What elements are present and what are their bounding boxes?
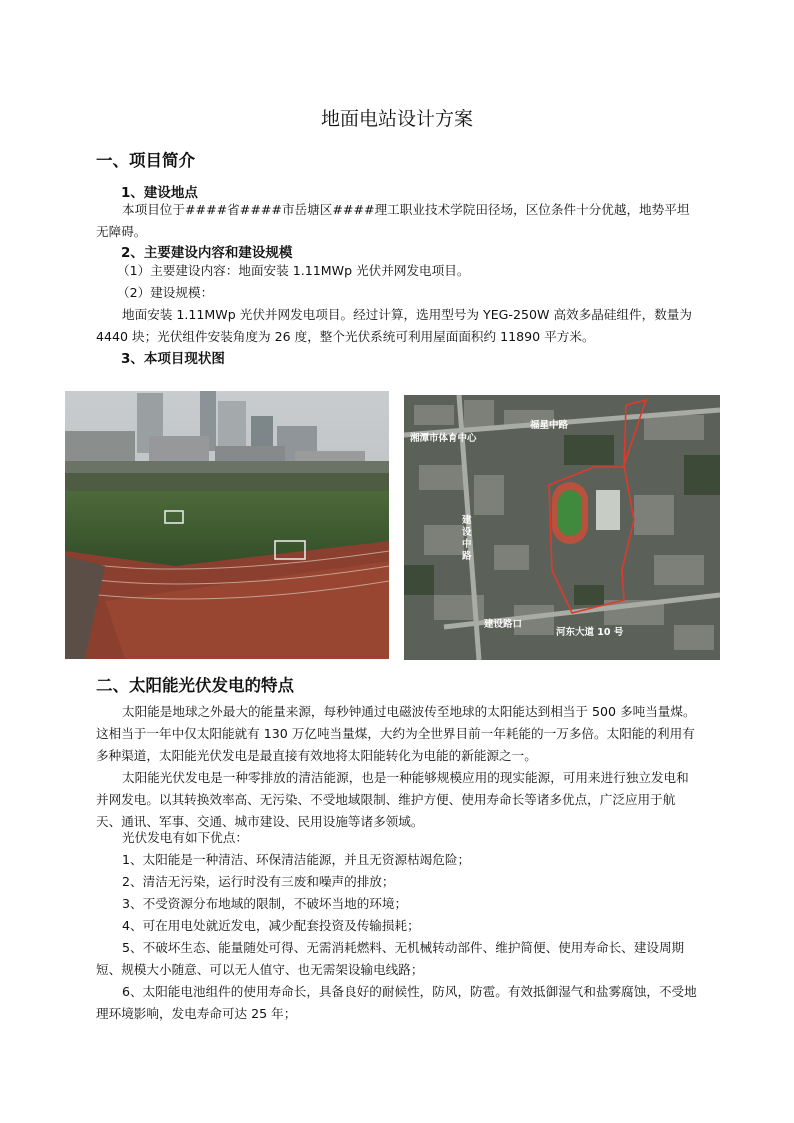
- subheading-location: 1、建设地点: [121, 185, 198, 201]
- advantage-2: 2、清洁无污染，运行时没有三废和噪声的排放；: [122, 874, 395, 889]
- subheading-scope: 2、主要建设内容和建设规模: [121, 245, 293, 261]
- satellite-map: [404, 395, 720, 660]
- pv-paragraph-1: 太阳能是地球之外最大的能量来源，每秒钟通过电磁波传至地球的太阳能达到相当于 500 多吨当量煤。这相当于一年中仅太阳能就有 130 万亿吨当量煤，大约为全世界目前一年耗能的一万多倍。太阳能的利用有多种渠道，太阳能光伏发电是最直接有效地将太阳能转化为电能的新能源之一。: [96, 704, 696, 764]
- section-heading-pv-features: 二、太阳能光伏发电的特点: [96, 676, 294, 695]
- section-heading-project-intro: 一、项目简介: [96, 151, 195, 170]
- map-label-road1: 福星中路: [530, 420, 569, 431]
- advantage-3: 3、不受资源分布地域的限制，不破坏当地的环境；: [122, 896, 408, 911]
- advantage-4: 4、可在用电处就近发电，减少配套投资及传输损耗；: [122, 918, 420, 933]
- scope-item-2: （2）建设规模：: [117, 285, 214, 300]
- map-label-sports-center: 湘潭市体育中心: [410, 433, 477, 444]
- stadium-photo: [65, 391, 389, 659]
- map-label-road2: 建设中路: [462, 515, 472, 562]
- advantage-5: 5、不破坏生态、能量随处可得、无需消耗燃料、无机械转动部件、维护简便、使用寿命长、建设周期短、规模大小随意、可以无人值守、也无需架设输电线路；: [96, 940, 685, 978]
- advantage-1: 1、太阳能是一种清洁、环保清洁能源，并且无资源枯竭危险；: [122, 852, 471, 867]
- document-title: 地面电站设计方案: [320, 108, 473, 130]
- location-paragraph: 本项目位于####省####市岳塘区####理工职业技术学院田径场，区位条件十分优越，地势平坦无障碍。: [96, 202, 690, 240]
- advantages-intro: 光伏发电有如下优点：: [122, 830, 248, 845]
- subheading-site-photos: 3、本项目现状图: [121, 351, 225, 367]
- pv-paragraph-2: 太阳能光伏发电是一种零排放的清洁能源，也是一种能够规模应用的现实能源，可用来进行独立发电和并网发电。以其转换效率高、无污染、不受地域限制、维护方便、使用寿命长等诸多优点，广泛应用于航天、通讯、军事、交通、城市建设、民用设施等诸多领域。: [96, 770, 689, 830]
- scope-item-1: （1）主要建设内容：地面安装 1.11MWp 光伏并网发电项目。: [117, 263, 470, 278]
- map-label-address: 河东大道 10 号: [556, 627, 624, 638]
- advantage-6: 6、太阳能电池组件的使用寿命长，具备良好的耐候性，防风，防雹。有效抵御湿气和盐雾腐蚀，不受地理环境影响，发电寿命可达 25 年；: [96, 984, 697, 1022]
- scope-paragraph: 地面安装 1.11MWp 光伏并网发电项目。经过计算，选用型号为 YEG-250W 高效多晶硅组件，数量为 4440 块；光伏组件安装角度为 26 度，整个光伏系统可利用屋面面积约 11890 平方米。: [96, 307, 692, 345]
- map-label-junction: 建设路口: [484, 619, 523, 630]
